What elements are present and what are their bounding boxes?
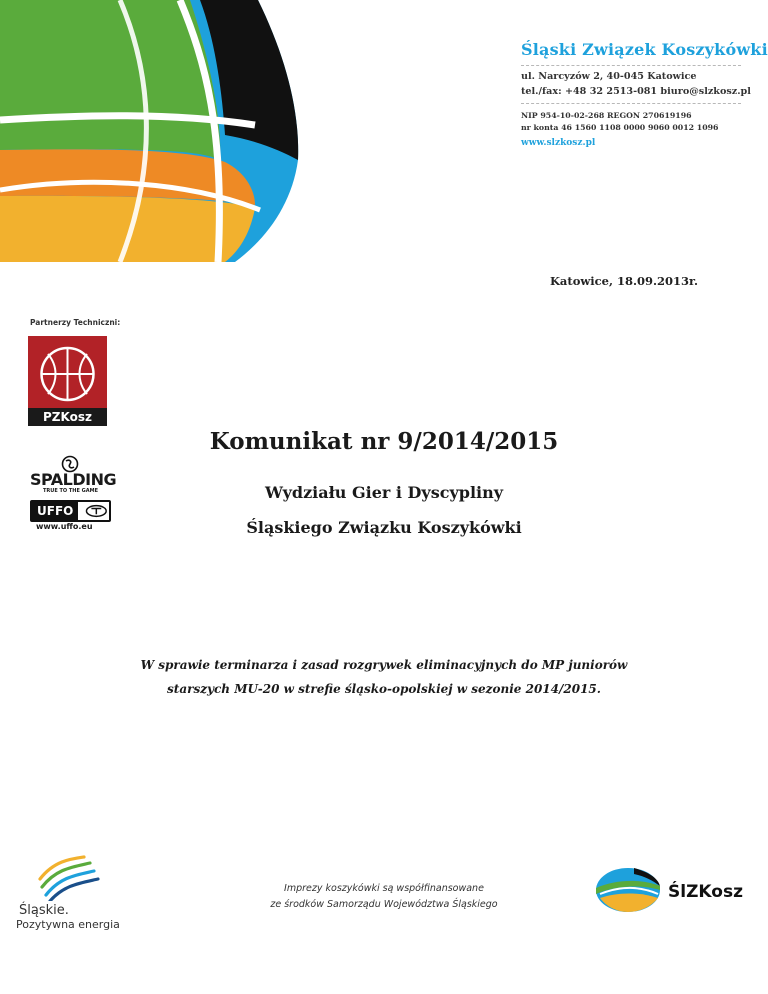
announcement-subtitle: Wydziału Gier i Dyscypliny: [264, 483, 504, 502]
bank-account: nr konta 46 1560 1108 0000 9060 0012 1096: [521, 123, 719, 132]
slzkosz-logo: ŚlZKosz: [668, 882, 743, 902]
document-date: Katowice, 18.09.2013r.: [549, 274, 698, 288]
basketball-icon: [28, 336, 107, 408]
pzkosz-label: PZKosz: [28, 408, 107, 426]
announcement-title: Komunikat nr 9/2014/2015: [209, 428, 559, 455]
matter-line: W sprawie terminarza i zasad rozgrywek eliminacyjnych do MP juniorów: [140, 658, 628, 672]
cofinance-note: Imprezy koszykówki są współfinansowane: [284, 883, 484, 894]
address: ul. Narcyzów 2, 40-045 Katowice: [521, 71, 697, 82]
contact-line: tel./fax: +48 32 2513-081 biuro@slzkosz.pl: [521, 86, 751, 97]
announcement-subtitle: Śląskiego Związku Koszykówki: [246, 518, 522, 537]
org-name: Śląski Związek Koszykówki: [521, 40, 768, 59]
slzkosz-ball-icon: [594, 866, 662, 914]
slaskie-name: Śląskie.: [19, 903, 69, 918]
partners-label: Partnerzy Techniczni:: [30, 318, 121, 327]
slaskie-tagline: Pozytywna energia: [16, 918, 120, 931]
cofinance-note: ze środków Samorządu Województwa Śląskiego: [270, 899, 498, 910]
spalding-tagline: TRUE TO THE GAME: [43, 488, 98, 494]
divider: [521, 103, 741, 104]
uffo-website[interactable]: www.uffo.eu: [36, 522, 93, 531]
brand-ball-graphic: [0, 0, 310, 262]
uffo-label: UFFO: [32, 502, 78, 520]
website-link[interactable]: www.slzkosz.pl: [521, 138, 596, 148]
spalding-logo: SPALDING: [30, 470, 117, 489]
pzkosz-logo: [28, 336, 107, 426]
uffo-emblem-icon: [84, 503, 109, 519]
tax-ids: NIP 954-10-02-268 REGON 270619196: [521, 111, 692, 120]
slaskie-logo-icon: [36, 853, 102, 901]
matter-line: starszych MU-20 w strefie śląsko-opolskiej w sezonie 2014/2015.: [167, 682, 601, 696]
divider: [521, 65, 741, 66]
